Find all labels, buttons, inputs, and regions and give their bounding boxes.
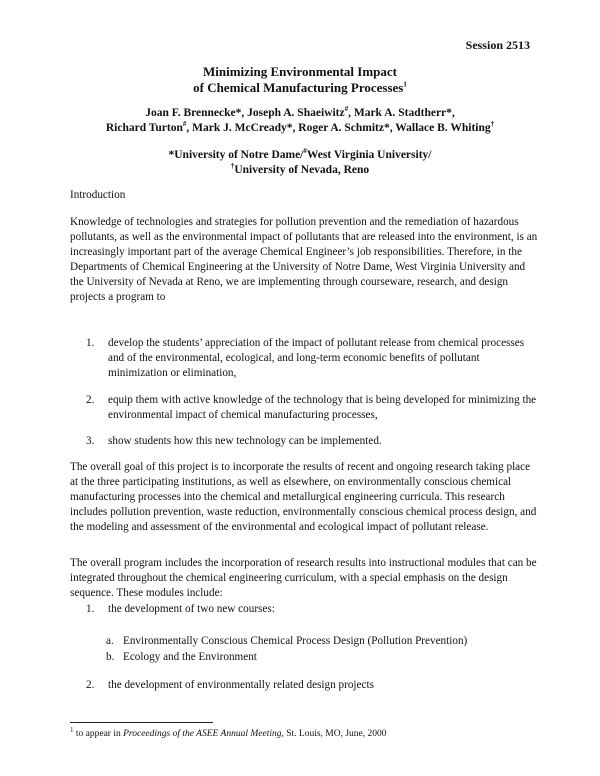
title-footnote-mark: 1 (403, 80, 407, 89)
footnote-mark: 1 (70, 725, 74, 734)
paragraph-2: The overall goal of this project is to incorporate the results of recent and ongoing research taking place at the three participating institutions, as well as elsewhere, on environmentally conscious chemical manufacturing processes into the chemical and metallurgical engineering curricula. This research includes pollution prevention, waste reduction, environmentally conscious chemical process design, and the modeling and assessment of the environmental and ecological impact of pollutant release. (70, 461, 537, 533)
footnote-venue: Proceedings of the ASEE Annual Meeting (123, 729, 282, 739)
list-number: 2. (86, 679, 95, 691)
list-text: develop the students’ appreciation of the impact of pollutant release from chemical processes and of the environmental, ecological, and long-term economic benefits of pollutant minimization or elimination, (108, 337, 525, 379)
affiliation-line-1: *University of Notre Dame/#West Virginia University/ (168, 147, 432, 161)
list-letter: b. (106, 651, 115, 663)
list-number: 2. (86, 394, 95, 406)
paragraph-1: Knowledge of technologies and strategies for pollution prevention and the remediation of hazardous pollutants, as well as the environmental impact of pollutants that are released into the environment, is an increasingly important part of the average Chemical Engineer’s job responsibilities. Therefore, in the Departments of Chemical Engineering at the University of Notre Dame, West Virginia University and the University of Nevada at Reno, we are implementing through courseware, research, and design projects a program to (70, 216, 538, 303)
footnote: $^1$ to appear in Proceedings of the ASEE Annual Meeting, St. Louis, MO, June, 2000 (70, 725, 387, 739)
list-letter: a. (106, 635, 114, 647)
title-line-1: Minimizing Environmental Impact (202, 64, 398, 79)
list-text: Ecology and the Environment (123, 651, 257, 663)
list-text: the development of two new courses: (108, 603, 275, 615)
affiliations (0, 148, 600, 178)
list-text: show students how this new technology can be implemented. (108, 435, 382, 447)
author-list (0, 106, 600, 136)
title-line-2: of Chemical Manufacturing Processes$^1$ (193, 80, 407, 95)
paragraph-3: The overall program includes the incorporation of research results into instructional modules that can be integrated throughout the chemical engineering curriculum, with a special emphasis on the design sequence. These modules include: (70, 557, 537, 599)
section-heading: Introduction (70, 189, 126, 201)
list-text: equip them with active knowledge of the technology that is being developed for minimizing the environmental impact of chemical manufacturing processes, (108, 394, 537, 421)
session-number: Session 2513 (465, 38, 530, 52)
paper-title (0, 64, 600, 96)
list-number: 1. (86, 603, 95, 615)
author-line-2: Richard Turton#, Mark J. McCready*, Roger A. Schmitz*, Wallace B. Whiting† (105, 120, 495, 134)
list-text: Environmentally Conscious Chemical Process Design (Pollution Prevention) (123, 635, 468, 647)
list-text: the development of environmentally related design projects (108, 679, 374, 691)
list-number: 3. (86, 435, 95, 447)
author-line-1: Joan F. Brennecke*, Joseph A. Shaeiwitz#, Mark A. Stadtherr*, (145, 105, 455, 119)
affiliation-line-2: †University of Nevada, Reno (230, 162, 370, 176)
list-number: 1. (86, 337, 95, 349)
footnote-divider (70, 722, 213, 723)
